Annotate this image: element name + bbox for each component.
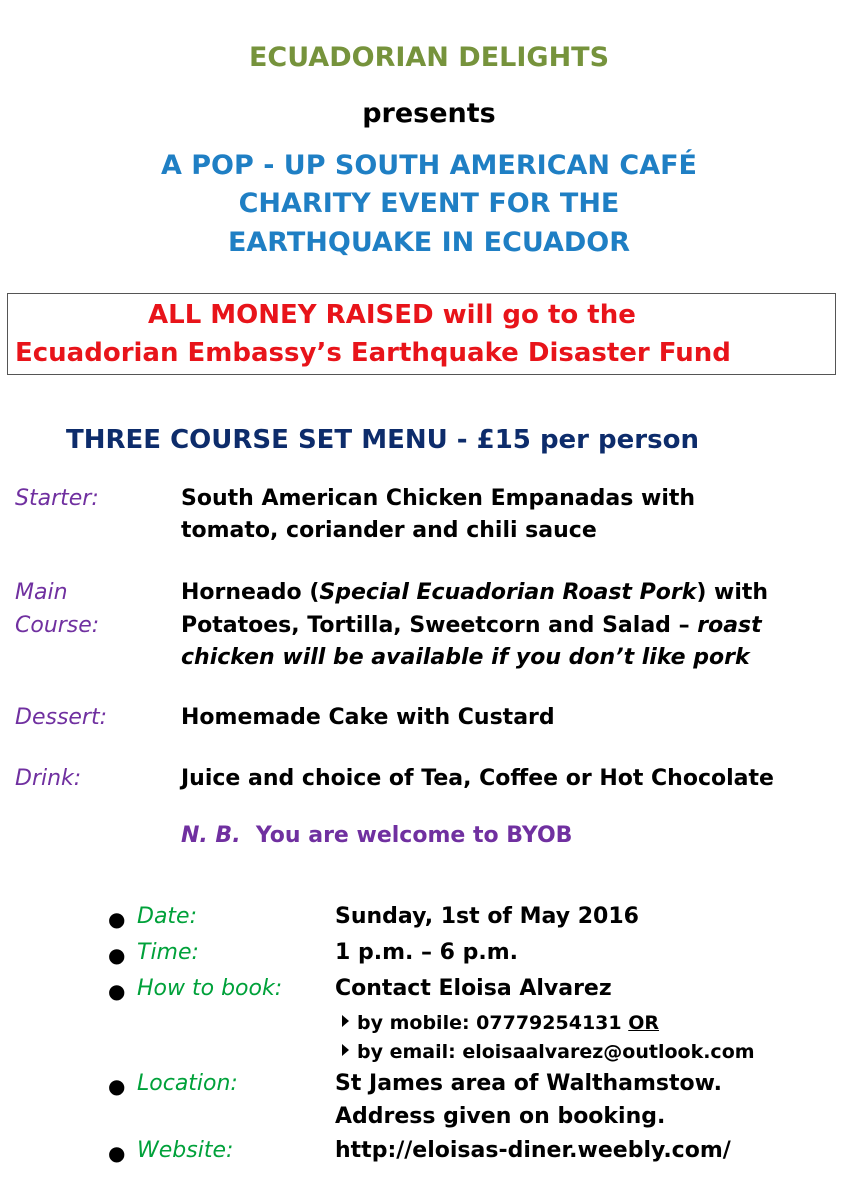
main-line-2 <box>181 613 762 638</box>
dessert-text: Homemade Cake with Custard <box>181 705 555 730</box>
main-line-1 <box>181 580 768 605</box>
bullet-icon: ● <box>108 1074 126 1098</box>
notice-line-1: ALL MONEY RAISED will go to the <box>148 300 636 330</box>
notice-line-2: Ecuadorian Embassy’s Earthquake Disaster Fund <box>15 338 731 368</box>
arrow-right-icon <box>342 1044 349 1056</box>
website-label: Website: <box>137 1138 234 1163</box>
website-link[interactable]: http://eloisas-diner.weebly.com/ <box>335 1138 731 1163</box>
location-line-1: St James area of Walthamstow. <box>335 1071 722 1096</box>
starter-line-1: South American Chicken Empanadas with <box>181 486 696 511</box>
main-label-line-1: Main <box>15 580 68 605</box>
booking-value: Contact Eloisa Alvarez <box>335 976 612 1001</box>
time-value: 1 p.m. – 6 p.m. <box>335 940 519 965</box>
event-title-line-3: EARTHQUAKE IN ECUADOR <box>227 227 631 258</box>
booking-mobile <box>342 1012 659 1034</box>
nb-label: N. B. <box>181 823 241 848</box>
main-label-line-2: Course: <box>15 613 100 638</box>
main-line-3: chicken will be available if you don’t like pork <box>181 645 750 670</box>
menu-title: THREE COURSE SET MENU - £15 per person <box>66 425 699 455</box>
drink-label: Drink: <box>15 766 82 791</box>
mobile-text: by mobile: 07779254131 <box>357 1012 622 1034</box>
presents-text: presents <box>362 98 496 129</box>
date-value: Sunday, 1st of May 2016 <box>335 904 639 929</box>
organizer-title: ECUADORIAN DELIGHTS <box>248 42 610 73</box>
location-line-2: Address given on booking. <box>335 1104 666 1129</box>
nb-note <box>181 823 572 848</box>
starter-line-2: tomato, coriander and chili sauce <box>181 518 597 543</box>
dessert-label: Dessert: <box>15 705 108 730</box>
email-text[interactable]: by email: eloisaalvarez@outlook.com <box>357 1041 755 1063</box>
event-title-line-1: A POP - UP SOUTH AMERICAN CAFÉ <box>160 150 698 181</box>
event-title-line-2: CHARITY EVENT FOR THE <box>238 188 620 219</box>
main-line-1-a: Horneado ( <box>181 580 320 605</box>
nb-text: You are welcome to BYOB <box>255 823 573 848</box>
arrow-right-icon <box>342 1015 349 1027</box>
date-label: Date: <box>137 904 197 929</box>
starter-label: Starter: <box>15 486 99 511</box>
main-line-2-b: roast <box>697 613 762 638</box>
main-line-1-b: Special Ecuadorian Roast Pork <box>319 580 697 605</box>
time-label: Time: <box>137 940 199 965</box>
booking-email <box>342 1041 755 1063</box>
bullet-icon: ● <box>108 943 126 967</box>
main-line-2-a: Potatoes, Tortilla, Sweetcorn and Salad – <box>181 613 698 638</box>
or-text: OR <box>628 1012 660 1034</box>
drink-text: Juice and choice of Tea, Coffee or Hot Chocolate <box>181 766 774 791</box>
booking-label: How to book: <box>137 976 283 1001</box>
bullet-icon: ● <box>108 979 126 1003</box>
location-label: Location: <box>137 1071 238 1096</box>
main-line-1-c: ) with <box>696 580 769 605</box>
bullet-icon: ● <box>108 907 126 931</box>
bullet-icon: ● <box>108 1141 126 1165</box>
